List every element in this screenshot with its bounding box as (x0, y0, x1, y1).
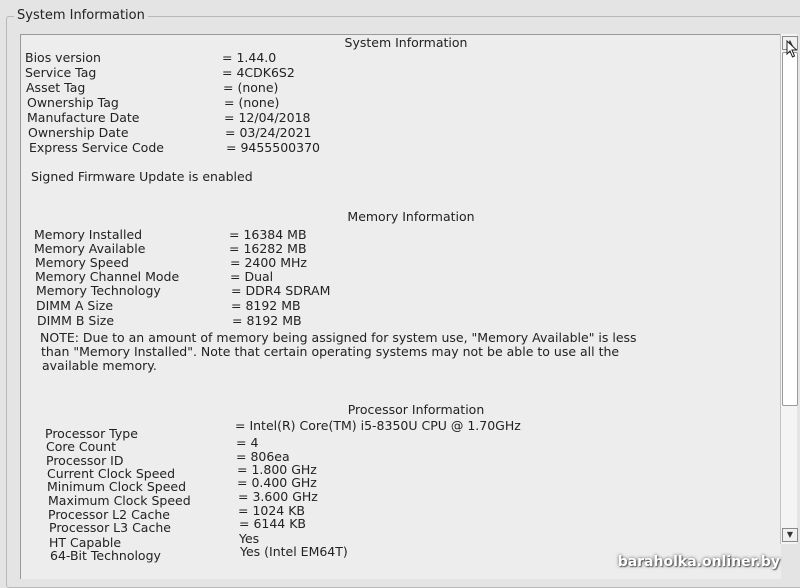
info-value: = Intel(R) Core(TM) i5-8350U CPU @ 1.70GHz (235, 419, 521, 434)
info-value: = DDR4 SDRAM (231, 284, 330, 299)
memory-note-line-2: than "Memory Installed". Note that certain operating systems may not be able to use all the (41, 345, 619, 360)
info-label: Memory Channel Mode (35, 270, 179, 285)
info-label: Processor L2 Cache (48, 508, 170, 523)
info-value: = 1.800 GHz (237, 463, 317, 478)
info-label: Ownership Tag (27, 96, 119, 111)
memory-info-heading: Memory Information (326, 210, 496, 225)
info-label: Minimum Clock Speed (47, 480, 186, 495)
mouse-pointer-icon (786, 40, 798, 58)
info-label: Memory Technology (36, 284, 161, 299)
info-label: Express Service Code (29, 141, 164, 156)
info-value: = 8192 MB (232, 314, 302, 329)
info-label: Manufacture Date (27, 111, 139, 126)
memory-note-line-3: available memory. (42, 359, 157, 374)
firmware-status-text: Signed Firmware Update is enabled (31, 170, 253, 185)
info-label: Ownership Date (28, 126, 129, 141)
info-value: = 16282 MB (229, 242, 307, 257)
info-label: Memory Installed (34, 228, 142, 243)
info-label: Processor Type (45, 427, 138, 442)
info-value: = Dual (230, 270, 273, 285)
info-label: Asset Tag (26, 81, 85, 96)
info-label: Bios version (25, 51, 101, 66)
info-value: = 0.400 GHz (237, 476, 317, 491)
info-label: Memory Available (34, 242, 145, 257)
scroll-down-button[interactable] (782, 528, 798, 542)
info-label: HT Capable (49, 536, 121, 551)
info-label: Maximum Clock Speed (48, 494, 191, 509)
info-value: = 12/04/2018 (224, 111, 311, 126)
info-label: DIMM B Size (37, 314, 114, 329)
info-value: = 8192 MB (231, 299, 301, 314)
info-value: = 2400 MHz (230, 256, 307, 271)
info-value: = 1.44.0 (222, 51, 276, 66)
memory-note-line-1: NOTE: Due to an amount of memory being assigned for system use, "Memory Available" is less (40, 331, 637, 346)
processor-info-heading: Processor Information (331, 403, 501, 418)
info-value: = 6144 KB (239, 517, 306, 532)
info-label: Service Tag (25, 66, 96, 81)
info-value: = (none) (224, 96, 279, 111)
info-label: Memory Speed (35, 256, 129, 271)
info-value: = 1024 KB (238, 504, 305, 519)
info-value: = 4 (236, 436, 258, 451)
info-label: Processor L3 Cache (49, 521, 171, 536)
system-info-heading: System Information (321, 36, 491, 51)
info-value: = 3.600 GHz (238, 490, 318, 505)
triangle-down-icon: ▼ (787, 530, 793, 539)
vertical-scrollbar[interactable] (780, 34, 797, 544)
info-value: = 03/24/2021 (225, 126, 312, 141)
info-label: 64-Bit Technology (50, 549, 161, 564)
info-value: Yes (Intel EM64T) (240, 545, 348, 560)
info-value: = 9455500370 (226, 141, 320, 156)
info-value: = 806ea (236, 450, 290, 465)
info-value: = (none) (223, 81, 278, 96)
info-label: DIMM A Size (36, 299, 113, 314)
scrollbar-thumb[interactable] (782, 52, 798, 406)
watermark-text: baraholka.onliner.by (618, 554, 780, 570)
info-label: Core Count (46, 440, 116, 455)
info-label: Current Clock Speed (47, 467, 175, 482)
triangle-up-icon: ▲ (787, 38, 793, 47)
info-value: Yes (239, 532, 259, 547)
info-value: = 16384 MB (229, 228, 307, 243)
info-panel[interactable] (20, 34, 781, 579)
groupbox-title: System Information (14, 8, 148, 23)
info-label: Processor ID (46, 454, 124, 469)
info-value: = 4CDK6S2 (222, 66, 295, 81)
